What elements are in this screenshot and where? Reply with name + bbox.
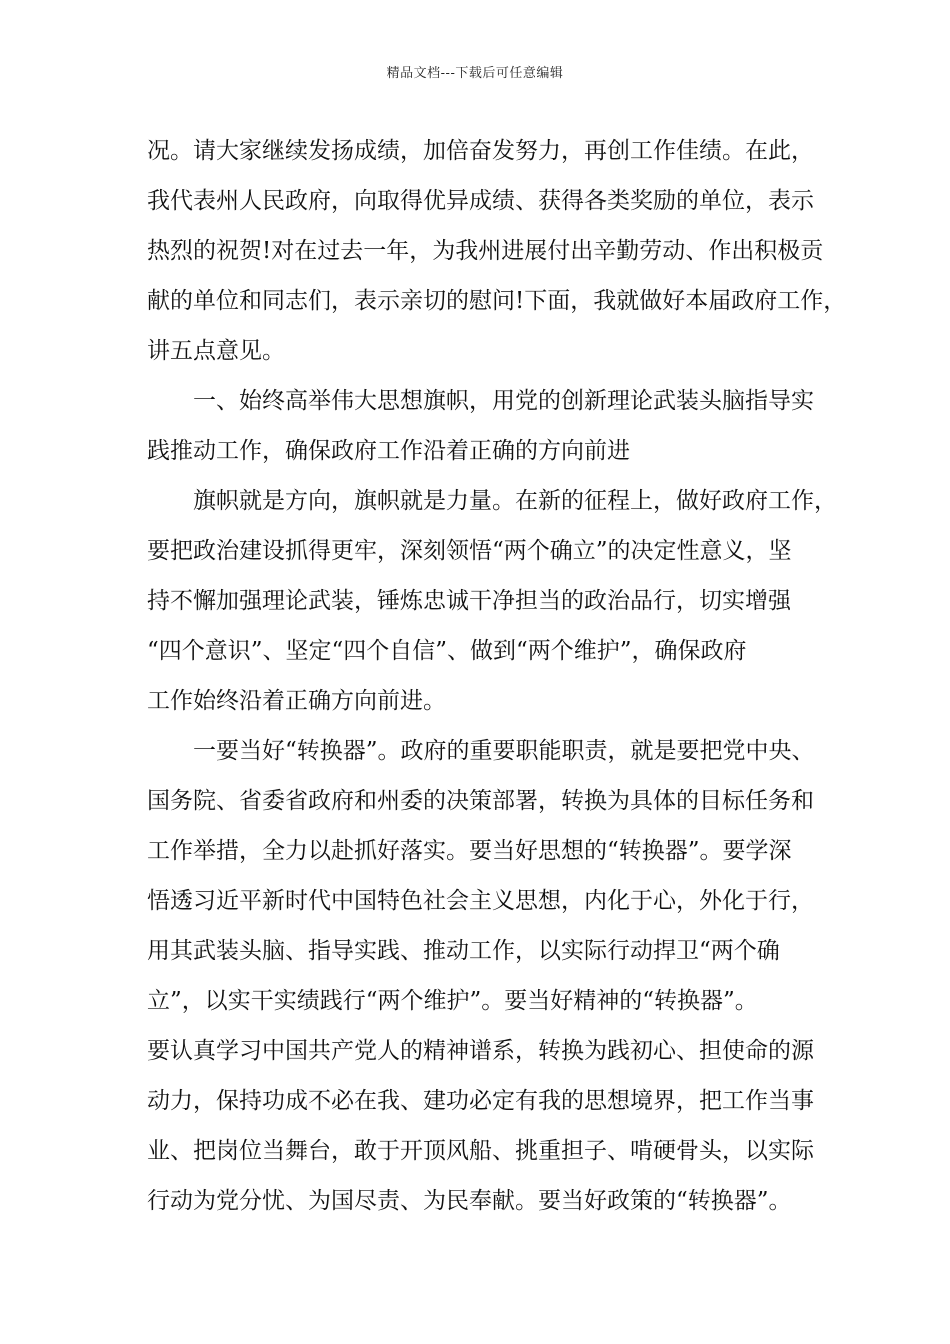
text-line: 一要当好“转换器”。政府的重要职能职责，就是要把党中央、: [193, 738, 815, 764]
text-line: 献的单位和同志们，表示亲切的慰问!下面，我就做好本届政府工作，: [147, 288, 847, 314]
text-line: 工作举措，全力以赴抓好落实。要当好思想的“转换器”。要学深: [147, 838, 792, 864]
text-line: 要认真学习中国共产党人的精神谱系，转换为践初心、担使命的源: [147, 1038, 814, 1064]
text-line: 况。请大家继续发扬成绩，加倍奋发努力，再创工作佳绩。在此，: [147, 138, 814, 164]
text-line: 行动为党分忧、为国尽责、为民奉献。要当好政策的“转换器”。: [147, 1188, 792, 1214]
text-line: 工作始终沿着正确方向前进。: [147, 688, 446, 714]
text-line: 旗帜就是方向，旗帜就是力量。在新的征程上，做好政府工作，: [193, 488, 837, 514]
section-heading: 一、始终高举伟大思想旗帜，用党的创新理论武装头脑指导实: [193, 388, 814, 414]
text-line: 业、把岗位当舞台，敢于开顶风船、挑重担子、啃硬骨头，以实际: [147, 1138, 814, 1164]
text-line: 国务院、省委省政府和州委的决策部署，转换为具体的目标任务和: [147, 788, 814, 814]
text-line: 悟透习近平新时代中国特色社会主义思想，内化于心，外化于行，: [147, 888, 814, 914]
text-line: 立”，以实干实绩践行“两个维护”。要当好精神的“转换器”。: [147, 988, 758, 1014]
text-line: 持不懈加强理论武装，锤炼忠诚干净担当的政治品行，切实增强: [147, 588, 791, 614]
text-line: 要把政治建设抓得更牢，深刻领悟“两个确立”的决定性意义，坚: [147, 538, 792, 564]
text-line: 我代表州人民政府，向取得优异成绩、获得各类奖励的单位，表示: [147, 188, 814, 214]
text-line: 讲五点意见。: [147, 338, 285, 364]
page-header: 精品文档---下载后可任意编辑: [386, 66, 564, 81]
text-line: 动力，保持功成不必在我、建功必定有我的思想境界，把工作当事: [147, 1088, 814, 1114]
section-heading: 践推动工作，确保政府工作沿着正确的方向前进: [147, 438, 630, 464]
text-line: 热烈的祝贺!对在过去一年，为我州进展付出辛勤劳动、作出积极贡: [147, 238, 824, 264]
text-line: “四个意识”、坚定“四个自信”、做到“两个维护”，确保政府: [147, 638, 747, 664]
text-line: 用其武装头脑、指导实践、推动工作，以实际行动捍卫“两个确: [147, 938, 780, 964]
